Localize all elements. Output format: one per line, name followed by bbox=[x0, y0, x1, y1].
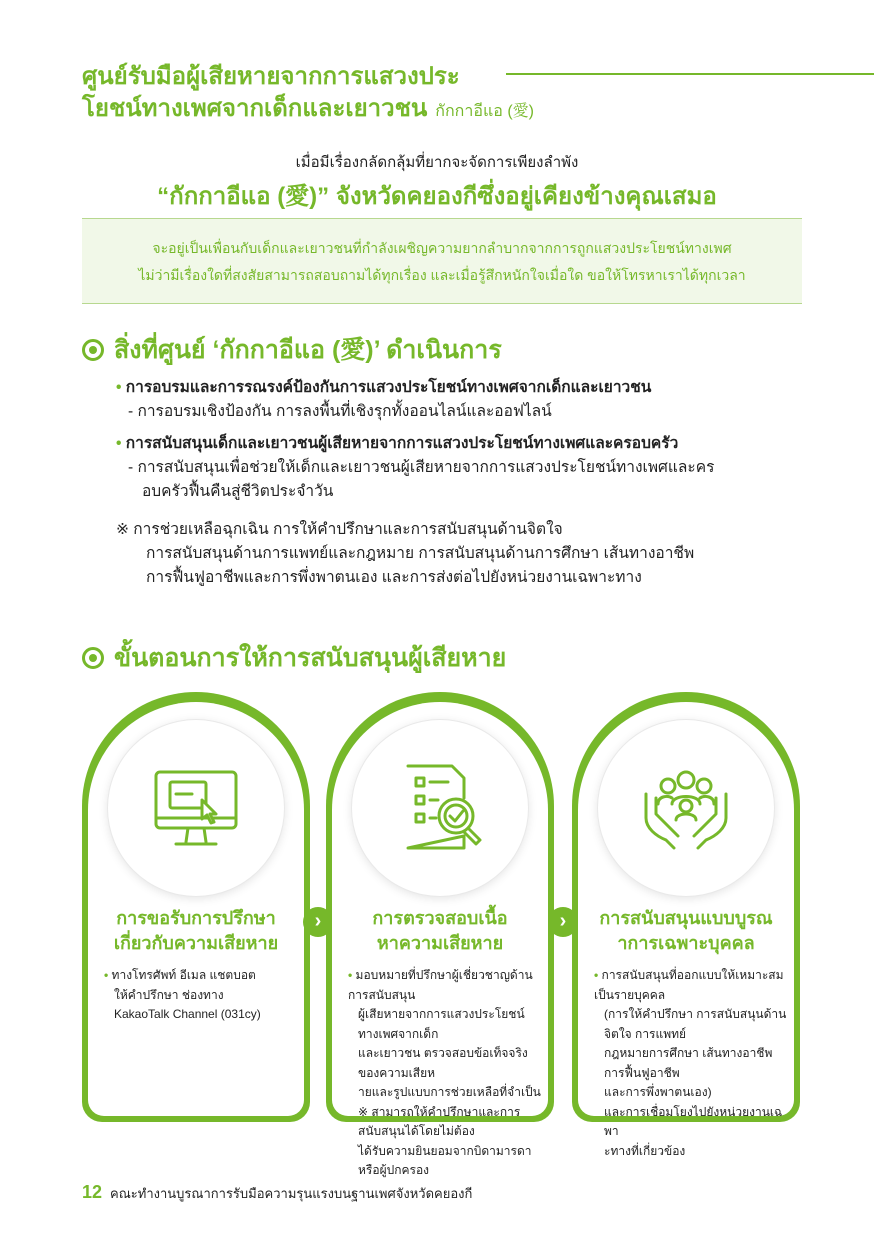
step-desc-line: ให้คำปรึกษา ช่องทาง bbox=[114, 987, 224, 1002]
step-desc-line: กฎหมายการศึกษา เส้นทางอาชีพ การฟื้นฟูอาชีพ bbox=[604, 1046, 773, 1080]
activity-note-line3: การฟื้นฟูอาชีพและการพึ่งพาตนเอง และการส่งต่อไปยังหน่วยงานเฉพาะทาง bbox=[146, 569, 642, 586]
step-title-line1: การขอรับการปรึกษา bbox=[116, 908, 276, 928]
page-title-line2-text: โยชน์ทางเพศจากเด็กและเยาวชน bbox=[82, 95, 428, 122]
activity-note bbox=[116, 518, 694, 590]
step-desc-line: และเยาวชน ตรวจสอบข้อเท็จจริงของความเสียห bbox=[358, 1046, 528, 1080]
bullet-dot: • bbox=[348, 968, 356, 982]
step-desc-line: และการเชื่อมโยงไปยังหน่วยงานเฉพา bbox=[604, 1104, 783, 1138]
step-title-line2: เกี่ยวกับความเสียหาย bbox=[113, 933, 279, 953]
step-description bbox=[348, 966, 544, 1181]
intro-box-line1: จะอยู่เป็นเพื่อนกับเด็กและเยาวชนที่กำลังเผชิญความยากลำบากจากการถูกแสวงประโยชน์ทางเพศ bbox=[152, 240, 732, 256]
target-icon bbox=[82, 339, 104, 361]
intro-slogan: “กักกาอีแอ (愛)” จังหวัดคยองกีซึ่งอยู่เคียงข้างคุณเสมอ bbox=[157, 183, 717, 210]
target-icon bbox=[82, 647, 104, 669]
intro-box-line2: ไม่ว่ามีเรื่องใดที่สงสัยสามารถสอบถามได้ทุกเรื่อง และเมื่อรู้สึกหนักใจเมื่อใด ขอให้โทรหาเราได้ทุกเวลา bbox=[138, 267, 746, 283]
activity-item-2-sub2: อบครัวฟื้นคืนสู่ชีวิตประจำวัน bbox=[142, 483, 334, 500]
page-title-line1: ศูนย์รับมือผู้เสียหายจากการแสวงประ bbox=[82, 63, 460, 90]
activity-item-2-title: การสนับสนุนเด็กและเยาวชนผู้เสียหายจากการแสวงประโยชน์ทางเพศและครอบครัว bbox=[125, 435, 679, 452]
hands-people-icon bbox=[636, 758, 736, 858]
page-number: 12 bbox=[82, 1182, 103, 1202]
title-rule bbox=[506, 73, 874, 75]
page-title-line2 bbox=[82, 94, 534, 127]
step-card-assessment bbox=[326, 692, 554, 1177]
step-icon-circle bbox=[108, 720, 284, 896]
section1-heading bbox=[82, 330, 502, 370]
document-check-icon bbox=[390, 758, 490, 858]
activity-note-line2: การสนับสนุนด้านการแพทย์และกฎหมาย การสนับสนุนด้านการศึกษา เส้นทางอาชีพ bbox=[146, 545, 695, 562]
step-title-line1: การสนับสนุนแบบบูรณ bbox=[599, 908, 773, 928]
page-title-suffix: กักกาอีแอ (愛) bbox=[435, 103, 534, 120]
page-footer bbox=[82, 1182, 472, 1204]
activity-item-1-sub: - การอบรมเชิงป้องกัน การลงพื้นที่เชิงรุกทั้งออนไลน์และออฟไลน์ bbox=[128, 403, 552, 420]
bullet-dot: • bbox=[116, 379, 126, 396]
step-desc-line: ผู้เสียหายจากการแสวงประโยชน์ทางเพศจากเด็ก bbox=[358, 1007, 525, 1041]
step-title-line2: หาความเสียหาย bbox=[376, 933, 504, 953]
activity-note-line1: ※ การช่วยเหลือฉุกเฉิน การให้คำปรึกษาและการสนับสนุนด้านจิตใจ bbox=[116, 521, 563, 538]
bullet-dot: • bbox=[594, 968, 602, 982]
activity-item-1-title: การอบรมและการรณรงค์ป้องกันการแสวงประโยชน์ทางเพศจากเด็กและเยาวชน bbox=[125, 379, 652, 396]
step-title bbox=[92, 906, 300, 956]
step-icon-circle bbox=[598, 720, 774, 896]
chevron-right-icon: › bbox=[303, 907, 333, 937]
step-desc-line: ายและรูปแบบการช่วยเหลือที่จำเป็น bbox=[358, 1085, 541, 1099]
step-card-consultation bbox=[82, 692, 310, 1122]
section2-heading-text: ขั้นตอนการให้การสนับสนุนผู้เสียหาย bbox=[114, 644, 507, 672]
step-desc-line: มอบหมายที่ปรึกษาผู้เชี่ยวชาญด้านการสนับสนุน bbox=[348, 968, 533, 1002]
activity-item-2 bbox=[116, 432, 714, 504]
step-desc-line: ทางโทรศัพท์ อีเมล แชตบอต bbox=[111, 968, 256, 982]
chevron-right-icon: › bbox=[548, 907, 578, 937]
bullet-dot: • bbox=[104, 968, 112, 982]
section1-heading-text: สิ่งที่ศูนย์ ‘กักกาอีแอ (愛)’ ดำเนินการ bbox=[114, 336, 502, 364]
intro-lead: เมื่อมีเรื่องกลัดกลุ้มที่ยากจะจัดการเพียงลำพัง bbox=[295, 154, 579, 171]
step-desc-line: (การให้คำปรึกษา การสนับสนุนด้านจิตใจ การแพทย์ bbox=[604, 1007, 787, 1041]
step-title-line1: การตรวจสอบเนื้อ bbox=[372, 908, 508, 928]
step-desc-line: ได้รับความยินยอมจากบิดามารดาหรือผู้ปกครอง bbox=[358, 1143, 532, 1177]
step-title bbox=[582, 906, 790, 956]
footer-text: คณะทำงานบูรณาการรับมือความรุนแรงบนฐานเพศจังหวัดคยองกี bbox=[110, 1186, 473, 1201]
step-desc-line: และการพึ่งพาตนเอง) bbox=[604, 1085, 712, 1099]
step-title bbox=[336, 906, 544, 956]
computer-icon bbox=[146, 758, 246, 858]
step-title-line2: าการเฉพาะบุคคล bbox=[617, 933, 755, 953]
bullet-dot: • bbox=[116, 435, 126, 452]
step-description bbox=[104, 966, 300, 1025]
step-desc-line: ะทางที่เกี่ยวข้อง bbox=[604, 1143, 686, 1158]
step-card-integrated-support bbox=[572, 692, 800, 1158]
step-desc-line: ※ สามารถให้คำปรึกษาและการสนับสนุนได้โดยไม่ต้อง bbox=[358, 1104, 521, 1138]
activity-item-2-sub1: - การสนับสนุนเพื่อช่วยให้เด็กและเยาวชนผู้เสียหายจากการแสวงประโยชน์ทางเพศและคร bbox=[128, 459, 715, 476]
step-description bbox=[594, 966, 790, 1161]
intro-box bbox=[82, 218, 802, 304]
step-icon-circle bbox=[352, 720, 528, 896]
step-desc-line: การสนับสนุนที่ออกแบบให้เหมาะสมเป็นรายบุคคล bbox=[594, 968, 784, 1002]
activity-item-1 bbox=[116, 376, 651, 424]
section2-heading bbox=[82, 638, 506, 678]
step-desc-line: KakaoTalk Channel (031cy) bbox=[114, 1007, 261, 1021]
